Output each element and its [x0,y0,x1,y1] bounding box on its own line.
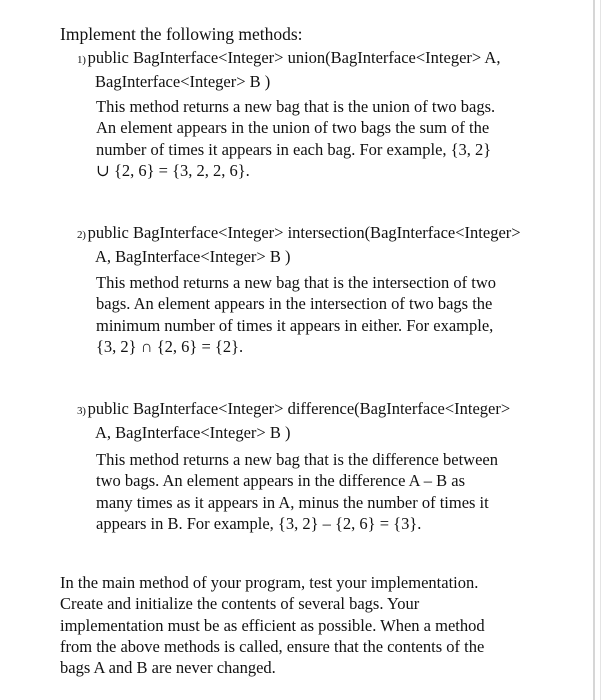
method-1-desc-line: number of times it appears in each bag. For example, {3, 2} [96,139,492,159]
method-3-signature-line2: A, BagInterface<Integer> B ) [95,423,291,442]
method-2-signature-line1 [77,222,521,246]
method-3-desc-line: appears in B. For example, {3, 2} – {2, 6} = {3}. [96,513,422,533]
method-3-desc-line: many times as it appears in A, minus the number of times it [96,492,489,512]
method-2-desc-line: This method returns a new bag that is the intersection of two [96,273,497,292]
method-1-desc-line: ∪ {2, 6} = {3, 2, 2, 6}. [96,160,250,180]
method-2-number: 2) [77,229,86,241]
method-3-signature-text: public BagInterface<Integer> difference(BagInterface<Integer> [87,399,511,418]
closing-line: from the above methods is called, ensure that the contents of the [60,636,485,656]
method-3-desc-line: two bags. An element appears in the difference A – B as [96,471,466,491]
method-2-signature-text: public BagInterface<Integer> intersection(BagInterface<Integer> [87,223,521,242]
method-1-desc-line: This method returns a new bag that is the union of two bags. [96,97,496,116]
method-1-signature-line2: BagInterface<Integer> B ) [95,72,271,91]
closing-line: implementation must be as efficient as possible. When a method [60,615,485,635]
method-1-signature-line1 [77,47,500,71]
method-1-desc-line: An element appears in the union of two bags the sum of the [96,118,490,138]
method-3-signature-line1 [77,398,510,422]
method-3-desc-line: This method returns a new bag that is the difference between [96,450,498,469]
method-2-desc-line: bags. An element appears in the intersection of two bags the [96,294,493,314]
method-2-signature-line2: A, BagInterface<Integer> B ) [95,247,291,266]
closing-line: Create and initialize the contents of several bags. Your [60,594,420,614]
method-3-description [96,449,556,534]
method-3-signature [77,398,510,443]
method-2-desc-line: minimum number of times it appears in either. For example, [96,315,494,335]
intro-heading: Implement the following methods: [60,24,303,44]
closing-line: In the main method of your program, test your implementation. [60,573,479,592]
method-2-desc-line: {3, 2} ∩ {2, 6} = {2}. [96,336,244,356]
page-edge-divider [593,0,595,700]
method-2-signature [77,222,521,267]
method-1-signature-text: public BagInterface<Integer> union(BagInterface<Integer> A, [87,48,501,67]
method-1-description [96,96,556,181]
closing-paragraph [60,572,485,678]
method-2-description [96,272,556,357]
page-edge-divider-secondary [600,0,601,700]
closing-line: bags A and B are never changed. [60,658,276,678]
method-1-signature [77,47,500,92]
method-3-number: 3) [77,405,86,417]
method-1-number: 1) [77,54,86,66]
